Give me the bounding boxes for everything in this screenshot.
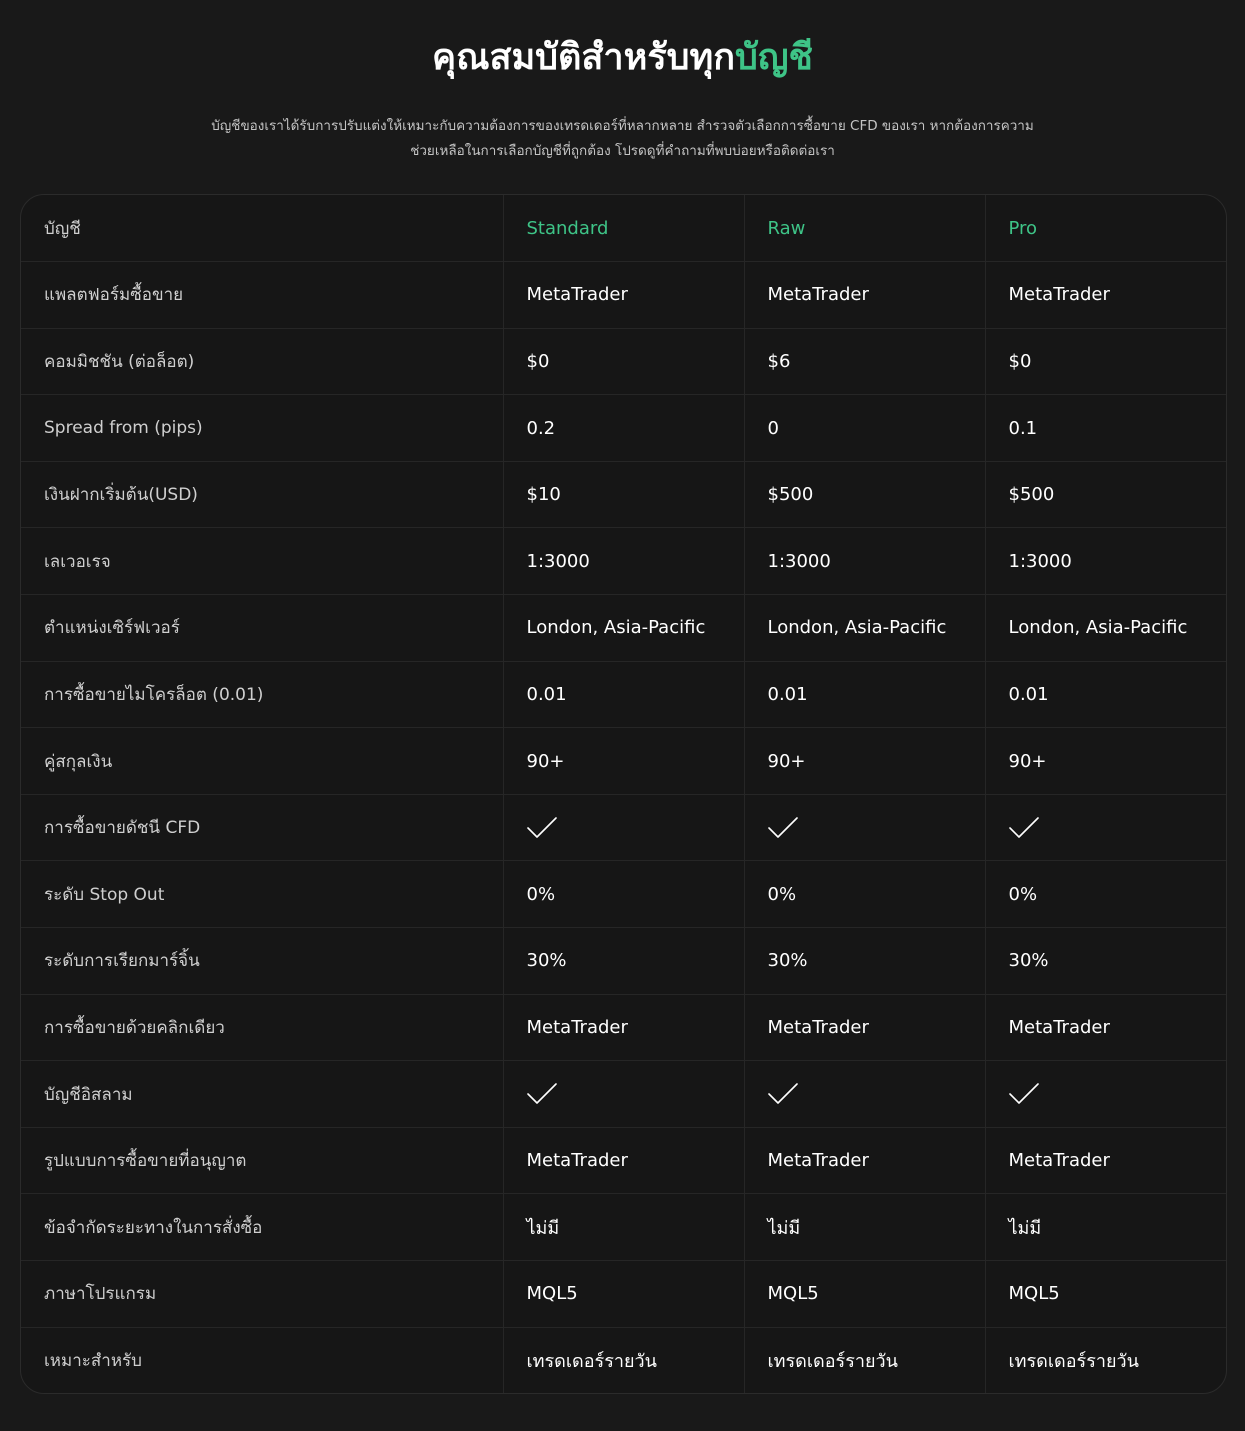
table-row bbox=[21, 994, 1226, 1061]
table-row bbox=[21, 528, 1226, 595]
page-description-line-2: ช่วยเหลือในการเลือกบัญชีที่ถูกต้อง โปรดดูที่คำถามที่พบบ่อยหรือติดต่อเรา bbox=[410, 143, 835, 159]
cell-standard-value: MQL5 bbox=[503, 1261, 744, 1328]
cell-standard-value: เทรดเดอร์รายวัน bbox=[503, 1327, 744, 1394]
cell-pro-check bbox=[985, 794, 1226, 861]
row-label: รูปแบบการซื้อขายที่อนุญาต bbox=[21, 1127, 503, 1194]
cell-standard-value: 0.01 bbox=[503, 661, 744, 728]
table-row bbox=[21, 461, 1226, 528]
cell-raw-value: 0 bbox=[744, 395, 985, 462]
table-row bbox=[21, 262, 1226, 329]
cell-raw-value: 0% bbox=[744, 861, 985, 928]
cell-standard-value: 1:3000 bbox=[503, 528, 744, 595]
cell-pro-value: 30% bbox=[985, 928, 1226, 995]
cell-pro-value: $0 bbox=[985, 328, 1226, 395]
page-description-line-1: บัญชีของเราได้รับการปรับแต่งให้เหมาะกับความต้องการของเทรดเดอร์ที่หลากหลาย สำรวจตัวเลือกการซื้อขาย CFD ของเรา หากต้องการความ bbox=[211, 118, 1034, 134]
checkmark-icon bbox=[1009, 816, 1039, 840]
cell-standard-value: $10 bbox=[503, 461, 744, 528]
table-row bbox=[21, 595, 1226, 662]
cell-pro-value: 1:3000 bbox=[985, 528, 1226, 595]
row-label: การซื้อขายดัชนี CFD bbox=[21, 794, 503, 861]
cell-raw-value: MetaTrader bbox=[744, 262, 985, 329]
checkmark-icon bbox=[1009, 1082, 1039, 1106]
row-label: ภาษาโปรแกรม bbox=[21, 1261, 503, 1328]
cell-standard-check bbox=[503, 794, 744, 861]
cell-standard-value: London, Asia-Pacific bbox=[503, 595, 744, 662]
cell-pro-value: MetaTrader bbox=[985, 1127, 1226, 1194]
cell-pro-check bbox=[985, 1061, 1226, 1128]
table-header-label: บัญชี bbox=[21, 195, 503, 262]
cell-standard-value: 0% bbox=[503, 861, 744, 928]
table-row bbox=[21, 728, 1226, 795]
table-row bbox=[21, 928, 1226, 995]
cell-raw-value: 0.01 bbox=[744, 661, 985, 728]
cell-standard-check bbox=[503, 1061, 744, 1128]
checkmark-icon bbox=[527, 1082, 557, 1106]
cell-pro-value: $500 bbox=[985, 461, 1226, 528]
cell-raw-value: $6 bbox=[744, 328, 985, 395]
row-label: การซื้อขายด้วยคลิกเดียว bbox=[21, 994, 503, 1061]
table-row bbox=[21, 794, 1226, 861]
table-row bbox=[21, 1327, 1226, 1394]
cell-raw-value: MetaTrader bbox=[744, 994, 985, 1061]
cell-raw-value: London, Asia-Pacific bbox=[744, 595, 985, 662]
cell-standard-value: MetaTrader bbox=[503, 262, 744, 329]
cell-standard-value: MetaTrader bbox=[503, 994, 744, 1061]
table-row bbox=[21, 861, 1226, 928]
table-header-row bbox=[21, 195, 1226, 262]
page-title bbox=[0, 34, 1245, 82]
cell-pro-value: London, Asia-Pacific bbox=[985, 595, 1226, 662]
cell-raw-value: 30% bbox=[744, 928, 985, 995]
row-label: เงินฝากเริ่มต้น(USD) bbox=[21, 461, 503, 528]
cell-raw-value: MQL5 bbox=[744, 1261, 985, 1328]
row-label: แพลตฟอร์มซื้อขาย bbox=[21, 262, 503, 329]
checkmark-icon bbox=[768, 816, 798, 840]
cell-raw-value: 1:3000 bbox=[744, 528, 985, 595]
row-label: บัญชีอิสลาม bbox=[21, 1061, 503, 1128]
cell-pro-value: 90+ bbox=[985, 728, 1226, 795]
cell-raw-check bbox=[744, 1061, 985, 1128]
account-comparison-table bbox=[20, 194, 1227, 1394]
cell-raw-value: $500 bbox=[744, 461, 985, 528]
table-row bbox=[21, 1127, 1226, 1194]
cell-raw-value: เทรดเดอร์รายวัน bbox=[744, 1327, 985, 1394]
cell-pro-value: 0.01 bbox=[985, 661, 1226, 728]
cell-standard-value: ไม่มี bbox=[503, 1194, 744, 1261]
account-header-raw: Raw bbox=[744, 195, 985, 262]
cell-standard-value: 0.2 bbox=[503, 395, 744, 462]
page-title-main: คุณสมบัติสำหรับทุก bbox=[431, 37, 736, 78]
page-description bbox=[180, 114, 1065, 164]
cell-raw-value: MetaTrader bbox=[744, 1127, 985, 1194]
account-header-standard: Standard bbox=[503, 195, 744, 262]
cell-pro-value: MetaTrader bbox=[985, 994, 1226, 1061]
account-header-pro: Pro bbox=[985, 195, 1226, 262]
row-label: ข้อจำกัดระยะทางในการสั่งซื้อ bbox=[21, 1194, 503, 1261]
table-row bbox=[21, 395, 1226, 462]
cell-standard-value: $0 bbox=[503, 328, 744, 395]
table-row bbox=[21, 661, 1226, 728]
cell-pro-value: 0.1 bbox=[985, 395, 1226, 462]
table-row bbox=[21, 1194, 1226, 1261]
row-label: เลเวอเรจ bbox=[21, 528, 503, 595]
cell-pro-value: MQL5 bbox=[985, 1261, 1226, 1328]
cell-pro-value: 0% bbox=[985, 861, 1226, 928]
row-label: ระดับ Stop Out bbox=[21, 861, 503, 928]
cell-standard-value: 90+ bbox=[503, 728, 744, 795]
row-label: ตำแหน่งเซิร์ฟเวอร์ bbox=[21, 595, 503, 662]
table-row bbox=[21, 1061, 1226, 1128]
cell-pro-value: MetaTrader bbox=[985, 262, 1226, 329]
cell-pro-value: เทรดเดอร์รายวัน bbox=[985, 1327, 1226, 1394]
row-label: ระดับการเรียกมาร์จิ้น bbox=[21, 928, 503, 995]
cell-raw-value: 90+ bbox=[744, 728, 985, 795]
row-label: เหมาะสำหรับ bbox=[44, 1351, 142, 1372]
row-label: คอมมิชชัน (ต่อล็อต) bbox=[21, 328, 503, 395]
table-row bbox=[21, 328, 1226, 395]
row-label: Spread from (pips) bbox=[21, 395, 503, 462]
table-body bbox=[21, 262, 1226, 1394]
checkmark-icon bbox=[768, 1082, 798, 1106]
row-label: การซื้อขายไมโครล็อต (0.01) bbox=[21, 661, 503, 728]
cell-raw-value: ไม่มี bbox=[744, 1194, 985, 1261]
cell-standard-value: 30% bbox=[503, 928, 744, 995]
checkmark-icon bbox=[527, 816, 557, 840]
cell-standard-value: MetaTrader bbox=[503, 1127, 744, 1194]
cell-pro-value: ไม่มี bbox=[985, 1194, 1226, 1261]
table-row bbox=[21, 1261, 1226, 1328]
page-title-accent: บัญชี bbox=[735, 37, 813, 78]
row-label: คู่สกุลเงิน bbox=[21, 728, 503, 795]
cell-raw-check bbox=[744, 794, 985, 861]
